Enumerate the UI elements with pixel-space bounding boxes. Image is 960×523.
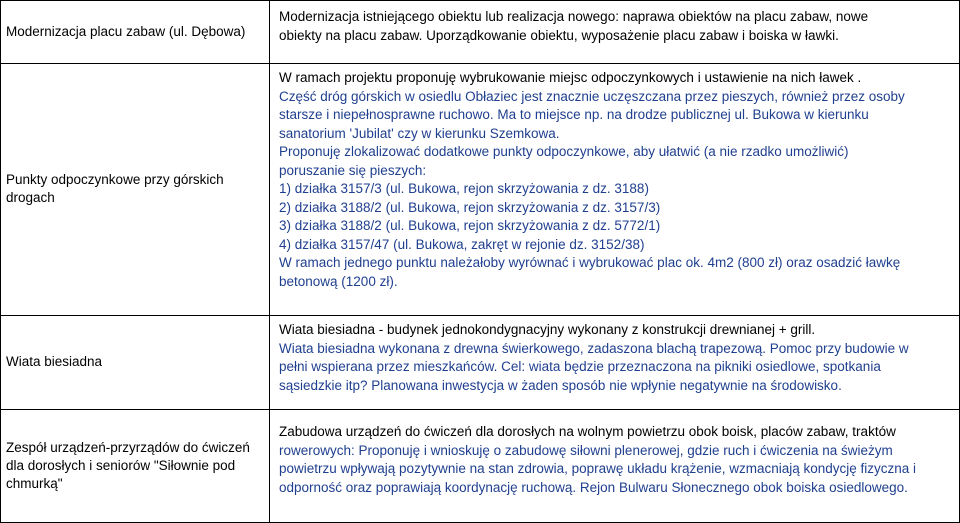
description-line: rowerowych: Proponuję i wnioskuję o zabudowę siłowni plenerowej, gdzie ruch i ćwiczenia na świeżym: [279, 442, 893, 458]
description-line: W ramach projektu proponuję wybrukowanie miejsc odpoczynkowych i ustawienie na nich ławek .: [279, 70, 862, 85]
row-label: Wiata biesiadna: [6, 354, 103, 369]
description-line: Zabudowa urządzeń do ćwiczeń dla dorosłych na wolnym powietrzu obok boisk, placów zabaw, traktów: [279, 424, 896, 439]
description-line: betonową (1200 zł).: [279, 273, 398, 289]
row-label: Zespół urządzeń-przyrządów do ćwiczeń dla dorosłych i seniorów "Siłownie pod chmurką": [6, 440, 250, 491]
row-label: Modernizacja placu zabaw (ul. Dębowa): [6, 23, 246, 39]
description-line: pełni wspierana przez mieszkańców. Cel: wiata będzie przeznaczona na pikniki osiedlowe, spotkania: [279, 359, 881, 374]
description-line: Wiata biesiadna wykonana z drewna świerkowego, zadaszona blachą trapezową. Pomoc przy budowie w: [279, 340, 909, 356]
description-line: sanatorium 'Jubilat' czy w kierunku Szemkowa.: [279, 125, 560, 141]
description-line: starsze i niepełnosprawne ruchowo. Ma to miejsce np. na drodze publicznej ul. Bukowa w kierunku: [279, 107, 869, 122]
description-line: Proponuję zlokalizować dodatkowe punkty odpoczynkowe, aby ułatwić (a nie rzadko umożliwić): [279, 144, 849, 159]
description-line: W ramach jednego punktu należałoby wyrównać i wybrukować plac ok. 4m2 (800 zł) oraz osadzić ławkę: [279, 255, 901, 270]
description-line: Część dróg górskich w osiedlu Obłaziec jest znacznie uczęszczana przez pieszych, również przez osoby: [279, 88, 905, 104]
description-line: Modernizacja istniejącego obiektu lub realizacja nowego: naprawa obiektów na placu zabaw, nowe: [279, 9, 869, 24]
description-line: 4) działka 3157/47 (ul. Bukowa, zakręt w rejonie dz. 3152/38): [279, 236, 645, 252]
description-line: Wiata biesiadna - budynek jednokondygnacyjny wykonany z konstrukcji drewnianej + grill.: [279, 322, 816, 337]
description-line: odporność oraz poprawiają koordynację ruchową. Rejon Bulwaru Słonecznego obok boiska osiedlowego.: [279, 479, 908, 495]
description-line: 3) działka 3188/2 (ul. Bukowa, rejon skrzyżowania z dz. 5772/1): [279, 218, 661, 233]
description-line: 1) działka 3157/3 (ul. Bukowa, rejon skrzyżowania z dz. 3188): [279, 181, 649, 196]
description-line: sąsiedzkie itp? Planowana inwestycja w żaden sposób nie wpłynie negatywnie na środowisko.: [279, 377, 842, 393]
description-line: obiekty na placu zabaw. Uporządkowanie obiektu, wyposażenie placu zabaw i boiska w ławki.: [279, 27, 839, 43]
description-line: 2) działka 3188/2 (ul. Bukowa, rejon skrzyżowania z dz. 3157/3): [279, 199, 661, 215]
row-label: Punkty odpoczynkowe przy górskich drogach: [6, 172, 224, 205]
description-line: powietrzu wpływają pozytywnie na stan zdrowia, poprawę układu krążenie, wzmacniają kondycję fizyczna i: [279, 461, 917, 476]
description-line: poruszanie się pieszych:: [279, 162, 427, 178]
